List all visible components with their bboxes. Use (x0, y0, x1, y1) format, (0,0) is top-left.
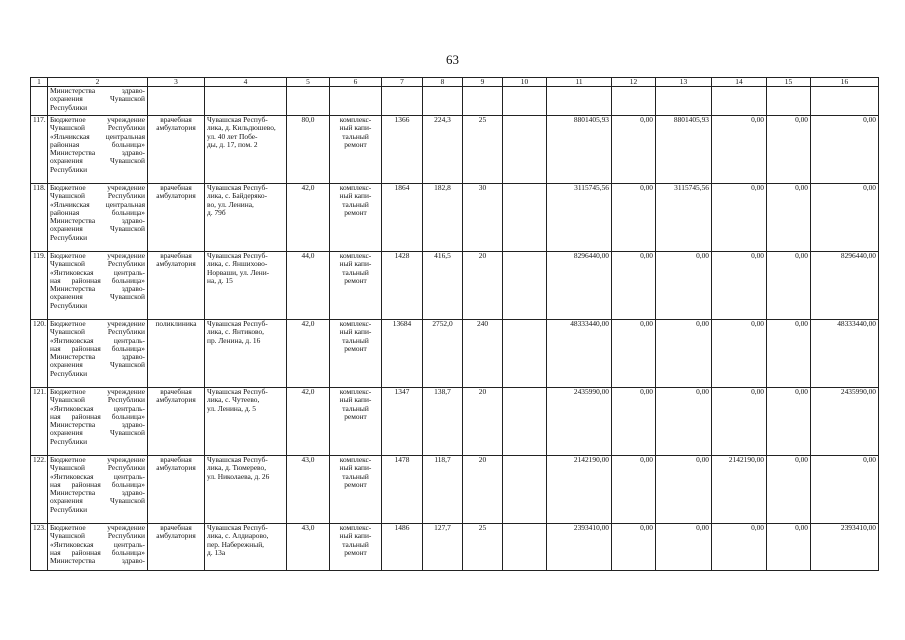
cell-text: 1366 (394, 115, 410, 124)
cell-text: 20 (478, 455, 487, 464)
table-cell (287, 388, 330, 456)
table-cell (382, 116, 423, 184)
table-row (31, 184, 879, 252)
table-cell (811, 252, 879, 320)
table-cell (767, 252, 811, 320)
table-cell (423, 320, 463, 388)
table-cell (503, 456, 547, 524)
cell-text: 13684 (392, 319, 412, 328)
cell-text: 2142190,00 (728, 455, 764, 464)
table-cell (612, 116, 656, 184)
table-cell (31, 116, 48, 184)
table-cell (547, 388, 612, 456)
table-cell (656, 184, 712, 252)
cell-text: 127,7 (434, 523, 451, 532)
cell-text: 0,00 (640, 455, 653, 464)
table-cell (712, 388, 767, 456)
table-cell (463, 116, 503, 184)
cell-text: 8801405,93 (673, 115, 709, 124)
cell-text: 0,00 (640, 183, 653, 192)
column-header: 12 (612, 78, 656, 87)
cell-text: 1486 (394, 523, 410, 532)
table-cell (423, 456, 463, 524)
table-cell (48, 456, 148, 524)
column-header: 6 (330, 78, 382, 87)
table-cell (547, 524, 612, 571)
table-cell (382, 252, 423, 320)
cell-text: 0,00 (696, 455, 709, 464)
table-cell (148, 320, 205, 388)
cell-text: 42,0 (301, 183, 315, 192)
table-cell (205, 184, 287, 252)
cell-text: 2142190,00 (573, 455, 609, 464)
column-header: 5 (287, 78, 330, 87)
column-header: 15 (767, 78, 811, 87)
cell-text: 1478 (394, 455, 410, 464)
cell-text: 25 (478, 523, 487, 532)
table-cell (656, 388, 712, 456)
table-cell (463, 320, 503, 388)
cell-text: врачебная амбулатория (156, 387, 196, 405)
cell-text: Чувашская Респуб- лика, с. Янтиково, пр. Ленина, д. 16 (207, 319, 268, 345)
table-cell (811, 87, 879, 116)
cell-text: 1428 (394, 251, 410, 260)
table-cell (612, 524, 656, 571)
table-cell (330, 524, 382, 571)
table-cell (463, 87, 503, 116)
table-cell (811, 320, 879, 388)
table-row (31, 87, 879, 116)
cell-text: Бюджетное учреждение Чувашской Республики «Янтиковская централь- ная районная больница» Министерства здраво- охранения Чувашской Республики (50, 319, 145, 378)
table-cell (48, 184, 148, 252)
table-cell (656, 252, 712, 320)
table-cell (463, 456, 503, 524)
cell-text: 2435990,00 (840, 387, 876, 396)
table-cell (31, 388, 48, 456)
table-cell (712, 524, 767, 571)
cell-text: Чувашская Респуб- лика, с. Чутеево, ул. Ленина, д. 5 (207, 387, 268, 413)
table-cell (547, 252, 612, 320)
table-cell (547, 320, 612, 388)
table-cell (287, 252, 330, 320)
table-cell (612, 320, 656, 388)
table-cell (205, 320, 287, 388)
table-cell (767, 320, 811, 388)
table-cell (382, 524, 423, 571)
column-header: 8 (423, 78, 463, 87)
table-cell (31, 456, 48, 524)
cell-text: Бюджетное учреждение Чувашской Республики «Янтиковская централь- ная районная больница» Министерства здраво- охранения Чувашской Республики (50, 455, 145, 514)
cell-text: 8801405,93 (573, 115, 609, 124)
column-header: 4 (205, 78, 287, 87)
table-cell (205, 87, 287, 116)
table-cell (148, 524, 205, 571)
table-cell (463, 252, 503, 320)
table-cell (48, 87, 148, 116)
cell-text: врачебная амбулатория (156, 251, 196, 269)
table-cell (148, 456, 205, 524)
table-row (31, 456, 879, 524)
table-cell (48, 388, 148, 456)
cell-text: Бюджетное учреждение Чувашской Республики «Янтиковская централь- ная районная больница» Министерства здраво- охранения Чувашской Республики (50, 251, 145, 310)
cell-text: 0,00 (751, 183, 764, 192)
cell-text: 0,00 (696, 387, 709, 396)
table-cell (48, 116, 148, 184)
column-header: 16 (811, 78, 879, 87)
table-cell (205, 116, 287, 184)
cell-text: 25 (478, 115, 487, 124)
table-cell (612, 184, 656, 252)
table-cell (463, 184, 503, 252)
table-cell (712, 252, 767, 320)
cell-text: 0,00 (795, 319, 808, 328)
table-cell (423, 388, 463, 456)
column-header: 14 (712, 78, 767, 87)
table-cell (656, 524, 712, 571)
cell-text: 0,00 (751, 319, 764, 328)
cell-text: 3115745,56 (674, 183, 709, 192)
cell-text: 0,00 (795, 115, 808, 124)
cell-text: 2752,0 (432, 319, 453, 328)
header-row (31, 78, 879, 87)
cell-text: 122. (33, 455, 46, 464)
cell-text: 44,0 (301, 251, 315, 260)
cell-text: Чувашская Респуб- лика, д. Тюмерево, ул. Николаева, д. 26 (207, 455, 270, 481)
table-cell (547, 184, 612, 252)
table-cell (330, 184, 382, 252)
cell-text: Чувашская Респуб- лика, д. Кильдюшево, ул. 40 лет Побе- ды, д. 17, пом. 2 (207, 115, 276, 149)
table-cell (463, 524, 503, 571)
cell-text: 0,00 (696, 523, 709, 532)
cell-text: Бюджетное учреждение Чувашской Республики «Янтиковская централь- ная районная больница» Министерства здраво- охранения Чувашской Республики (50, 387, 145, 446)
table-cell (205, 524, 287, 571)
table-cell (31, 184, 48, 252)
cell-text: 118. (33, 183, 46, 192)
cell-text: 30 (478, 183, 487, 192)
cell-text: 43,0 (301, 523, 315, 532)
table-cell (423, 184, 463, 252)
table-cell (423, 87, 463, 116)
cell-text: 3115745,56 (574, 183, 609, 192)
cell-text: Бюджетное учреждение Чувашской Республики «Яльчикская центральная районная больница» Министерства здраво- охранения Чувашской Республики (50, 183, 145, 242)
table-cell (287, 524, 330, 571)
cell-text: 1864 (394, 183, 410, 192)
table-cell (503, 524, 547, 571)
cell-text: 416,5 (434, 251, 451, 260)
table-cell (656, 116, 712, 184)
table-cell (287, 116, 330, 184)
cell-text: 0,00 (751, 387, 764, 396)
cell-text: 0,00 (751, 115, 764, 124)
cell-text: врачебная амбулатория (156, 523, 196, 541)
page-number: 63 (446, 52, 459, 67)
cell-text: 48333440,00 (837, 319, 876, 328)
cell-text: 2435990,00 (573, 387, 609, 396)
table-cell (330, 116, 382, 184)
column-header: 7 (382, 78, 423, 87)
table-cell (31, 524, 48, 571)
table-cell (547, 116, 612, 184)
table-cell (656, 320, 712, 388)
table-cell (330, 252, 382, 320)
cell-text: 0,00 (795, 251, 808, 260)
cell-text: 240 (476, 319, 489, 328)
cell-text: 0,00 (696, 319, 709, 328)
table-cell (767, 184, 811, 252)
table-cell (382, 87, 423, 116)
table-cell (612, 456, 656, 524)
cell-text: 0,00 (640, 115, 653, 124)
data-table (30, 77, 879, 571)
cell-text: комплекс- ный капи- тальный ремонт (339, 523, 372, 557)
table-cell (712, 320, 767, 388)
table-cell (48, 524, 148, 571)
cell-text: комплекс- ный капи- тальный ремонт (339, 319, 372, 353)
cell-text: 20 (478, 251, 487, 260)
cell-text: 0,00 (640, 523, 653, 532)
cell-text: 2393410,00 (573, 523, 609, 532)
column-header: 10 (503, 78, 547, 87)
table-cell (811, 388, 879, 456)
table-cell (767, 116, 811, 184)
cell-text: 119. (33, 251, 46, 260)
table-cell (712, 184, 767, 252)
table-cell (287, 184, 330, 252)
cell-text: 117. (33, 115, 46, 124)
table-cell (330, 87, 382, 116)
table-cell (382, 184, 423, 252)
table-row (31, 524, 879, 571)
table-row (31, 252, 879, 320)
cell-text: Чувашская Респуб- лика, с. Яншихово- Норваши, ул. Лени- на, д. 15 (207, 251, 270, 285)
cell-text: 0,00 (751, 523, 764, 532)
cell-text: 118,7 (434, 455, 451, 464)
table-row (31, 388, 879, 456)
table-cell (811, 524, 879, 571)
cell-text: 2393410,00 (840, 523, 876, 532)
table-cell (287, 87, 330, 116)
table-cell (767, 456, 811, 524)
cell-text: 42,0 (301, 319, 315, 328)
cell-text: комплекс- ный капи- тальный ремонт (339, 183, 372, 217)
cell-text: 0,00 (795, 183, 808, 192)
table-cell (767, 388, 811, 456)
table-cell (811, 116, 879, 184)
table-cell (330, 320, 382, 388)
column-header: 11 (547, 78, 612, 87)
cell-text: 121. (33, 387, 46, 396)
table-cell (382, 388, 423, 456)
table-cell (48, 252, 148, 320)
cell-text: 43,0 (301, 455, 315, 464)
cell-text: 0,00 (640, 387, 653, 396)
column-header: 9 (463, 78, 503, 87)
cell-text: 8296440,00 (840, 251, 876, 260)
table-cell (205, 456, 287, 524)
cell-text: комплекс- ный капи- тальный ремонт (339, 251, 372, 285)
table-cell (767, 87, 811, 116)
cell-text: Бюджетное учреждение Чувашской Республики «Янтиковская централь- ная районная больница» Министерства здраво- (50, 523, 145, 566)
table-cell (205, 388, 287, 456)
table-cell (330, 456, 382, 524)
table-cell (205, 252, 287, 320)
cell-text: комплекс- ный капи- тальный ремонт (339, 387, 372, 421)
cell-text: 224,3 (434, 115, 451, 124)
table-cell (503, 116, 547, 184)
table-row (31, 116, 879, 184)
table-cell (547, 456, 612, 524)
column-header: 13 (656, 78, 712, 87)
cell-text: 0,00 (795, 387, 808, 396)
table-cell (423, 116, 463, 184)
table-cell (712, 87, 767, 116)
table-cell (612, 87, 656, 116)
table-cell (148, 388, 205, 456)
column-header: 1 (31, 78, 48, 87)
table-cell (382, 456, 423, 524)
cell-text: 80,0 (301, 115, 315, 124)
cell-text: Бюджетное учреждение Чувашской Республики «Яльчикская центральная районная больница» Министерства здраво- охранения Чувашской Республики (50, 115, 145, 174)
table-cell (382, 320, 423, 388)
cell-text: 0,00 (696, 251, 709, 260)
table-cell (612, 388, 656, 456)
column-header: 3 (148, 78, 205, 87)
table-cell (148, 184, 205, 252)
table-cell (423, 252, 463, 320)
cell-text: 8296440,00 (573, 251, 609, 260)
table-cell (148, 252, 205, 320)
cell-text: комплекс- ный капи- тальный ремонт (339, 115, 372, 149)
cell-text: комплекс- ный капи- тальный ремонт (339, 455, 372, 489)
cell-text: 42,0 (301, 387, 315, 396)
cell-text: Чувашская Респуб- лика, с. Алдиарово, пер. Набережный, д. 13а (207, 523, 269, 557)
table-cell (31, 252, 48, 320)
table-cell (656, 456, 712, 524)
table-cell (811, 456, 879, 524)
cell-text: врачебная амбулатория (156, 115, 196, 133)
column-header: 2 (48, 78, 148, 87)
table-cell (148, 87, 205, 116)
cell-text: 0,00 (640, 319, 653, 328)
cell-text: 0,00 (751, 251, 764, 260)
cell-text: 48333440,00 (570, 319, 609, 328)
table-cell (811, 184, 879, 252)
table-cell (503, 320, 547, 388)
table-cell (31, 320, 48, 388)
table-cell (48, 320, 148, 388)
cell-text: 123. (33, 523, 46, 532)
cell-text: врачебная амбулатория (156, 183, 196, 201)
table-cell (612, 252, 656, 320)
cell-text: врачебная амбулатория (156, 455, 196, 473)
table-cell (656, 87, 712, 116)
table-cell (503, 184, 547, 252)
table-cell (712, 116, 767, 184)
cell-text: 120. (33, 319, 46, 328)
cell-text: 0,00 (640, 251, 653, 260)
cell-text: 0,00 (863, 115, 876, 124)
table-cell (503, 87, 547, 116)
cell-text: поликлиника (155, 319, 197, 328)
table-cell (423, 524, 463, 571)
table-cell (31, 87, 48, 116)
cell-text: 0,00 (795, 523, 808, 532)
table-row (31, 320, 879, 388)
table-cell (463, 388, 503, 456)
table-cell (767, 524, 811, 571)
table-cell (503, 252, 547, 320)
cell-text: 182,8 (434, 183, 451, 192)
cell-text: 1347 (394, 387, 410, 396)
cell-text: 138,7 (434, 387, 451, 396)
table-cell (287, 320, 330, 388)
table-cell (287, 456, 330, 524)
table-cell (712, 456, 767, 524)
cell-text: 20 (478, 387, 487, 396)
cell-text: 0,00 (863, 455, 876, 464)
cell-text: 0,00 (795, 455, 808, 464)
cell-text: Чувашская Респуб- лика, с. Байдеряко- во, ул. Ленина, д. 79б (207, 183, 268, 217)
table-cell (503, 388, 547, 456)
cell-text: Министерства здраво- охранения Чувашской Республики (50, 86, 145, 112)
table-cell (330, 388, 382, 456)
table-cell (547, 87, 612, 116)
cell-text: 0,00 (863, 183, 876, 192)
table-cell (148, 116, 205, 184)
